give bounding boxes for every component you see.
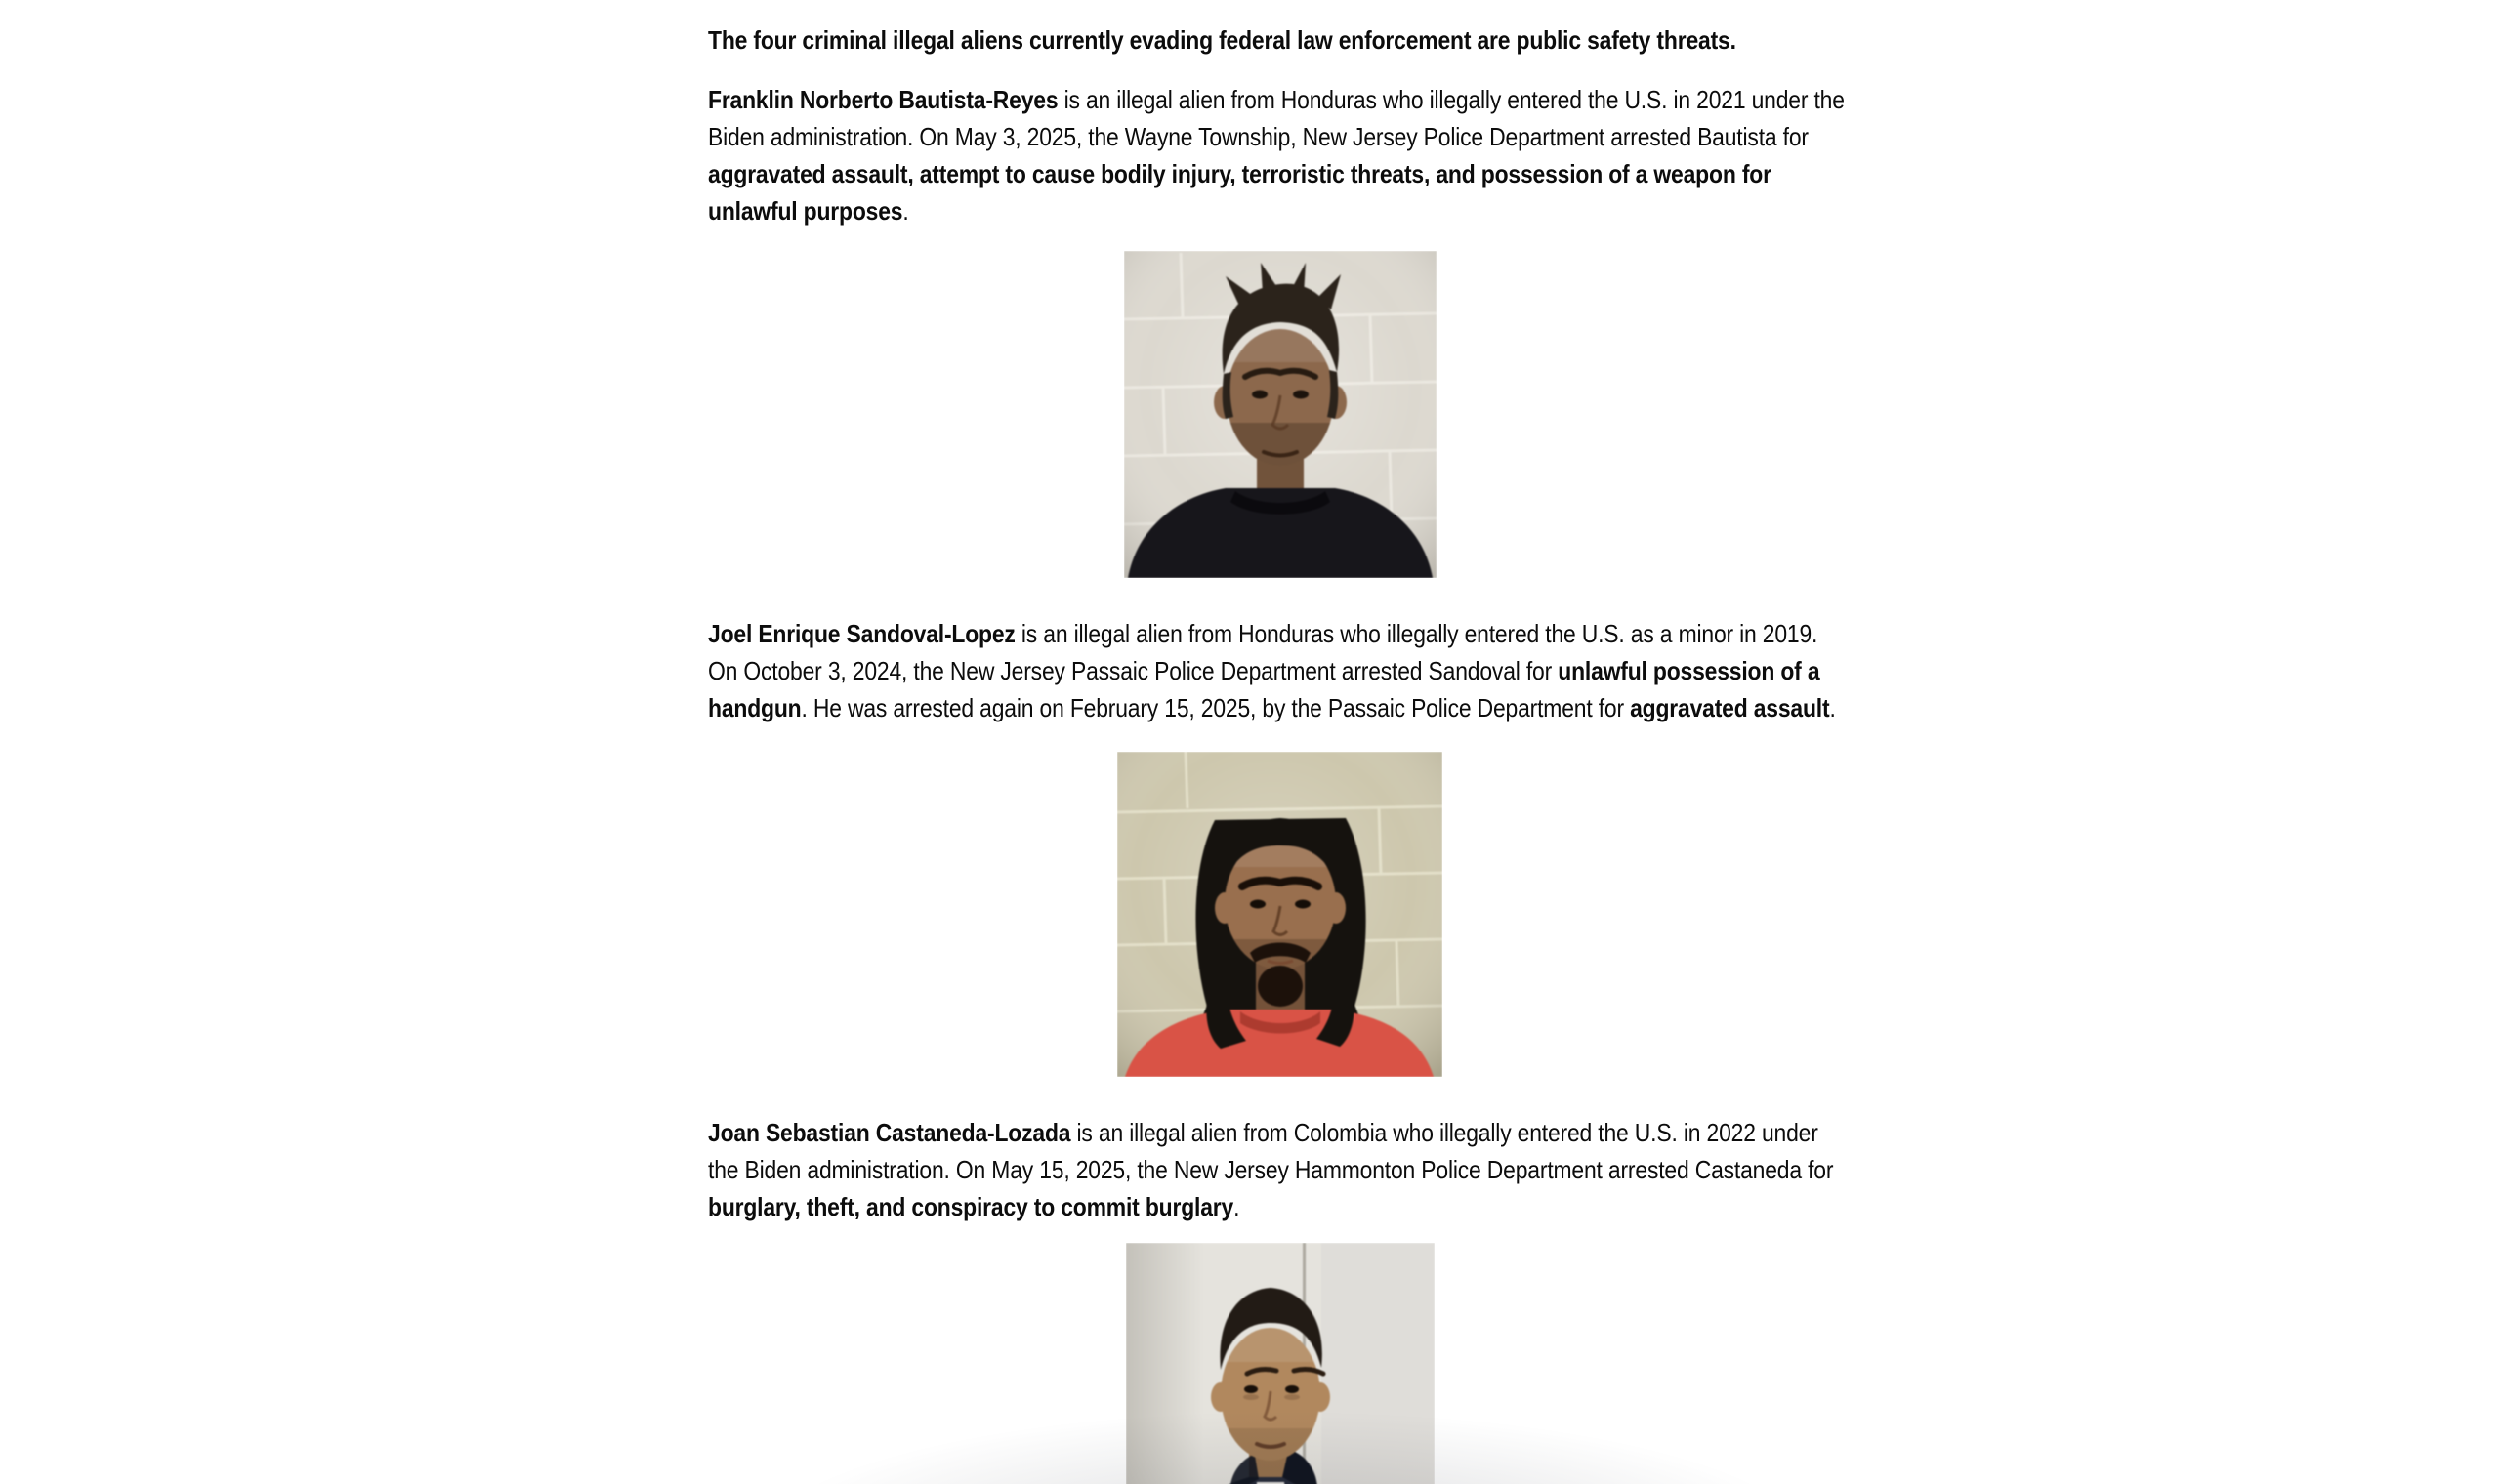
eye-left [1252, 391, 1268, 399]
profile-text-end: . [1829, 693, 1836, 722]
profile-text: . He was arrested again on February 15, 2025, by the Passaic Police Department for [801, 693, 1631, 722]
profile-paragraph-bautista [708, 81, 1853, 229]
profile-charges: unlawful possession of a handgun [708, 656, 1820, 722]
profile-text-end: . [902, 196, 909, 226]
eye-right [1293, 391, 1309, 399]
mugshot-photo-castaneda [1126, 1243, 1435, 1484]
mugshot-image-castaneda [1126, 1243, 1435, 1484]
mugshot-photo-bautista [1124, 251, 1437, 578]
profile-text: is an illegal alien from Honduras who illegally entered the U.S. in 2021 under the Biden administration. On May 3, 2025, the Wayne Township, New Jersey Police Department arrested Bautista for [708, 85, 1845, 151]
eye-left [1244, 1385, 1258, 1393]
profile-text-end: . [1233, 1192, 1240, 1221]
eye-right [1295, 900, 1311, 909]
profile-charges: aggravated assault, attempt to cause bodily injury, terroristic threats, and possession of a weapon for unlawful purposes [708, 159, 1771, 226]
mugshot-image-bautista [1124, 251, 1437, 578]
wall-right-panel [1321, 1243, 1435, 1484]
eye-shadow-left [1243, 1394, 1259, 1400]
eye-shadow-right [1284, 1394, 1300, 1400]
profile-text: is an illegal alien from Honduras who illegally entered the U.S. as a minor in 2019. On October 3, 2024, the New Jersey Passaic Police Department arrested Sandoval for [708, 619, 1818, 685]
profile-charges: aggravated assault [1630, 693, 1830, 722]
eye-left [1250, 900, 1266, 909]
profile-name: Joel Enrique Sandoval-Lopez [708, 619, 1016, 648]
profile-text: is an illegal alien from Colombia who illegally entered the U.S. in 2022 under the Biden administration. On May 15, 2025, the New Jersey Hammonton Police Department arrested Castaneda for [708, 1118, 1834, 1184]
intro-text: The four criminal illegal aliens currently evading federal law enforcement are public safety threats. [708, 25, 1736, 55]
profile-paragraph-sandoval [708, 615, 1853, 726]
mugshot-photo-sandoval [1117, 752, 1442, 1077]
wall-left-shadow [1126, 1243, 1204, 1484]
profile-paragraph-castaneda [708, 1114, 1853, 1225]
goatee [1258, 966, 1303, 1007]
article-body [708, 0, 1853, 1484]
profile-name: Franklin Norberto Bautista-Reyes [708, 85, 1059, 114]
eyebrows [1242, 881, 1318, 886]
profile-name: Joan Sebastian Castaneda-Lozada [708, 1118, 1071, 1147]
profile-charges: burglary, theft, and conspiracy to commit burglary [708, 1192, 1234, 1221]
intro-paragraph [708, 21, 1853, 59]
eye-right [1285, 1385, 1299, 1393]
mugshot-image-sandoval [1117, 752, 1442, 1077]
